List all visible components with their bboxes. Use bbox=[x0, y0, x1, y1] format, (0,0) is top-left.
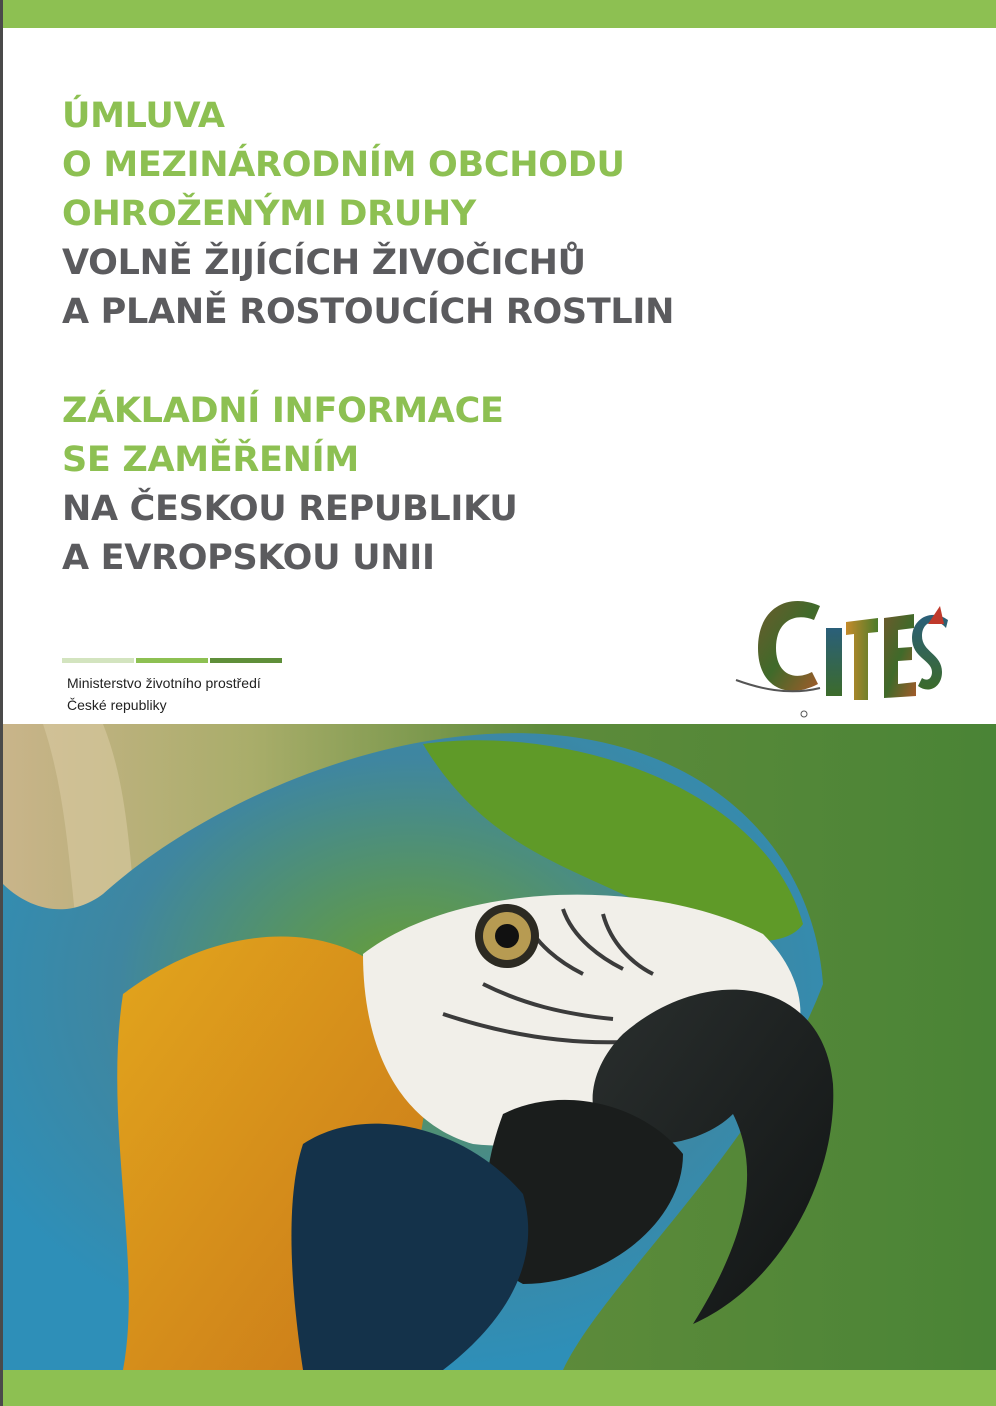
cites-logo bbox=[728, 588, 952, 722]
publisher-stripes bbox=[62, 658, 284, 663]
stripe-light bbox=[62, 658, 134, 663]
publisher-line: Ministerstvo životního prostředí bbox=[67, 675, 261, 691]
subtitle-line: SE ZAMĚŘENÍM bbox=[62, 440, 359, 480]
subtitle-line: A EVROPSKOU UNII bbox=[62, 538, 435, 578]
cover-title bbox=[62, 92, 942, 583]
subtitle-line: ZÁKLADNÍ INFORMACE bbox=[62, 391, 504, 431]
title-line: VOLNĚ ŽIJÍCÍCH ŽIVOČICHŮ bbox=[62, 243, 586, 283]
title-line: O MEZINÁRODNÍM OBCHODU bbox=[62, 145, 625, 185]
bottom-accent-bar bbox=[3, 1370, 996, 1406]
macaw-parrot-photo bbox=[3, 724, 996, 1370]
title-line: A PLANĚ ROSTOUCÍCH ROSTLIN bbox=[62, 292, 675, 332]
publisher-line: České republiky bbox=[67, 697, 167, 713]
subtitle-line: NA ČESKOU REPUBLIKU bbox=[62, 489, 518, 529]
publisher-name bbox=[67, 672, 261, 716]
title-line: OHROŽENÝMI DRUHY bbox=[62, 194, 476, 234]
stripe-dark bbox=[210, 658, 282, 663]
stripe-medium bbox=[136, 658, 208, 663]
top-accent-bar bbox=[3, 0, 996, 28]
title-line: ÚMLUVA bbox=[62, 96, 225, 136]
